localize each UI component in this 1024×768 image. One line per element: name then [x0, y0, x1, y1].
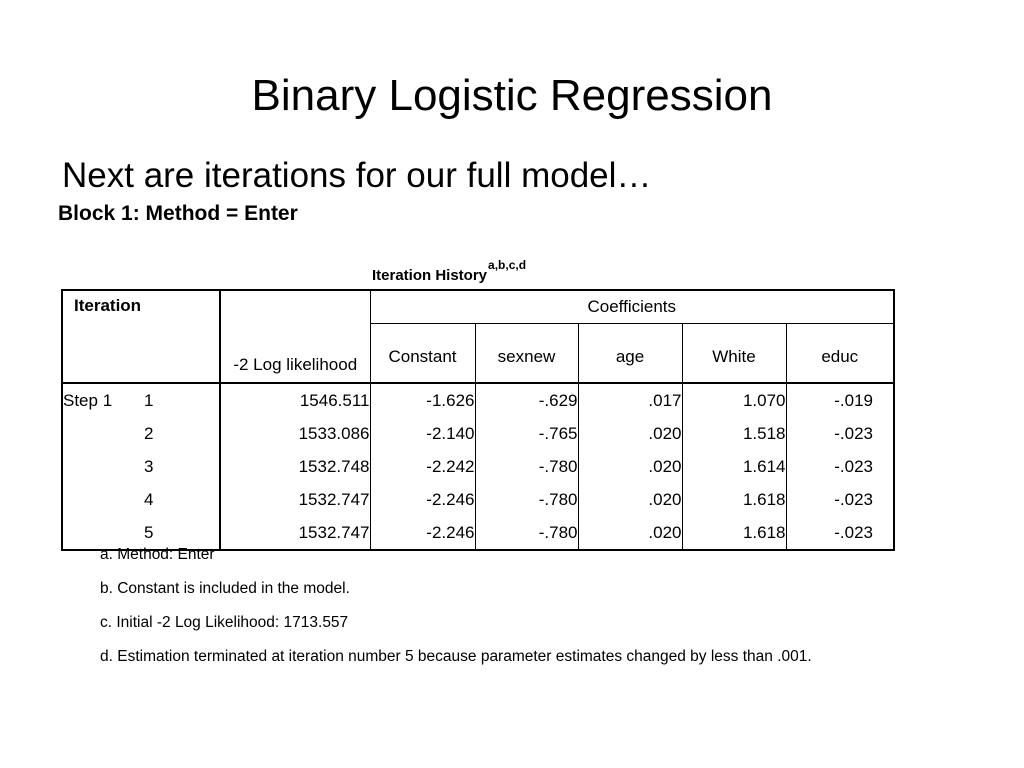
- log-likelihood-cell: 1532.747: [220, 516, 370, 550]
- slide-title: Binary Logistic Regression: [251, 71, 773, 120]
- footnote-a: a. Method: Enter: [100, 546, 215, 563]
- footnote-d: d. Estimation terminated at iteration number 5 because parameter estimates changed by less than .001.: [100, 648, 812, 665]
- age-cell: .020: [578, 450, 682, 483]
- educ-cell: -.019: [834, 390, 874, 410]
- age-cell: .020: [578, 483, 682, 516]
- sexnew-cell: -.780: [475, 450, 578, 483]
- educ-cell: -.023: [834, 489, 874, 509]
- log-likelihood-cell: 1533.086: [220, 417, 370, 450]
- step-label: Step 1: [63, 390, 113, 410]
- constant-cell: -2.242: [370, 450, 475, 483]
- table-row: [62, 383, 894, 417]
- header-educ: educ: [786, 324, 894, 384]
- constant-cell: -2.140: [370, 417, 475, 450]
- iteration-number: 4: [144, 483, 220, 516]
- table-row: [62, 516, 894, 550]
- footnotes: [100, 546, 860, 665]
- sexnew-cell: -.765: [475, 417, 578, 450]
- constant-cell: -2.246: [370, 483, 475, 516]
- white-cell: 1.070: [682, 383, 786, 417]
- iteration-number: 3: [144, 450, 220, 483]
- step-label-empty: [62, 483, 144, 516]
- header-white: White: [682, 324, 786, 384]
- step-label-empty: [62, 417, 144, 450]
- iteration-history-table: [61, 289, 895, 551]
- white-cell: 1.618: [682, 483, 786, 516]
- table-caption: [372, 250, 526, 291]
- header-iteration: Iteration: [62, 290, 220, 383]
- constant-cell: -2.246: [370, 516, 475, 550]
- age-cell: .020: [578, 516, 682, 550]
- iteration-number: 1: [144, 383, 220, 417]
- sexnew-cell: -.780: [475, 483, 578, 516]
- log-likelihood-cell: 1532.748: [220, 450, 370, 483]
- table-caption-superscript: a,b,c,d: [488, 258, 527, 272]
- white-cell: 1.614: [682, 450, 786, 483]
- sexnew-cell: -.780: [475, 516, 578, 550]
- table-row: [62, 450, 894, 483]
- step-label-empty: [62, 516, 144, 550]
- white-cell: 1.518: [682, 417, 786, 450]
- header-constant: Constant: [370, 324, 475, 384]
- iteration-number: 5: [144, 516, 220, 550]
- header-coefficients: Coefficients: [370, 290, 894, 324]
- educ-cell: -.023: [834, 522, 874, 542]
- header-sexnew: sexnew: [475, 324, 578, 384]
- slide-subtitle: Next are iterations for our full model…: [62, 156, 652, 195]
- block-heading: Block 1: Method = Enter: [58, 202, 298, 225]
- log-likelihood-cell: 1532.747: [220, 483, 370, 516]
- age-cell: .017: [578, 383, 682, 417]
- white-cell: 1.618: [682, 516, 786, 550]
- table-row: [62, 417, 894, 450]
- sexnew-cell: -.629: [475, 383, 578, 417]
- educ-cell: -.023: [834, 456, 874, 476]
- header-log-likelihood: -2 Log likelihood: [220, 290, 370, 383]
- step-label-empty: [62, 450, 144, 483]
- footnote-c: c. Initial -2 Log Likelihood: 1713.557: [100, 614, 349, 631]
- footnote-b: b. Constant is included in the model.: [100, 580, 350, 597]
- educ-cell: -.023: [834, 423, 874, 443]
- table-caption-text: Iteration History: [372, 267, 488, 284]
- table-row: [62, 483, 894, 516]
- iteration-number: 2: [144, 417, 220, 450]
- constant-cell: -1.626: [370, 383, 475, 417]
- header-age: age: [578, 324, 682, 384]
- log-likelihood-cell: 1546.511: [220, 383, 370, 417]
- age-cell: .020: [578, 417, 682, 450]
